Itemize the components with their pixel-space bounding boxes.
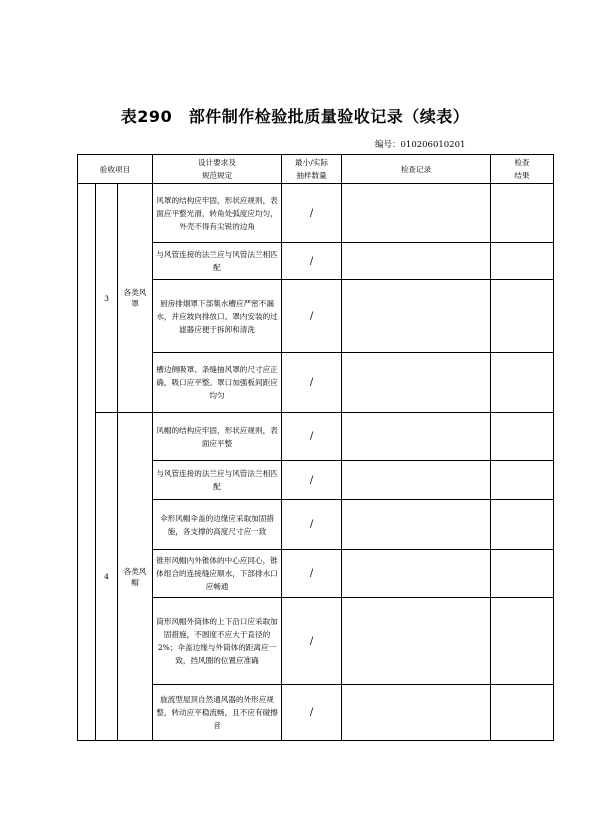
sample-count: / bbox=[282, 550, 342, 598]
page-title: 表290 部件制作检验批质量验收记录（续表） bbox=[120, 107, 470, 126]
record-cell[interactable] bbox=[342, 598, 491, 685]
record-cell[interactable] bbox=[342, 550, 491, 598]
record-cell[interactable] bbox=[342, 500, 491, 550]
table-row bbox=[78, 184, 554, 243]
item-number: 4 bbox=[96, 413, 118, 741]
sample-count: / bbox=[282, 500, 342, 550]
item-number: 3 bbox=[96, 184, 118, 413]
record-cell[interactable] bbox=[342, 243, 491, 280]
result-cell[interactable] bbox=[491, 598, 554, 685]
requirement-text: 与风管连接的法兰应与风管法兰相匹配 bbox=[153, 243, 282, 280]
result-cell[interactable] bbox=[491, 685, 554, 741]
header-count: 最小/实际 抽样数量 bbox=[282, 155, 342, 184]
header-item: 验收项目 bbox=[78, 155, 153, 184]
result-cell[interactable] bbox=[491, 353, 554, 413]
sample-count: / bbox=[282, 461, 342, 500]
sample-count: / bbox=[282, 280, 342, 353]
table-header-row bbox=[78, 155, 554, 184]
inspection-table bbox=[77, 154, 554, 741]
sample-count: / bbox=[282, 243, 342, 280]
sample-count: / bbox=[282, 353, 342, 413]
record-cell[interactable] bbox=[342, 461, 491, 500]
sample-count: / bbox=[282, 598, 342, 685]
document-code: 编号：010206010201 bbox=[375, 140, 466, 150]
result-cell[interactable] bbox=[491, 243, 554, 280]
header-result: 检查 结果 bbox=[491, 155, 554, 184]
result-cell[interactable] bbox=[491, 500, 554, 550]
result-cell[interactable] bbox=[491, 280, 554, 353]
requirement-text: 槽边侧吸罩、条缝抽风罩的尺寸应正确，吸口应平整。罩口加强板间距应均匀 bbox=[153, 353, 282, 413]
requirement-text: 与风管连接的法兰应与风管法兰相匹配 bbox=[153, 461, 282, 500]
table-row bbox=[78, 413, 554, 461]
requirement-text: 风帽的结构应牢固，形状应规则，表面应平整 bbox=[153, 413, 282, 461]
sample-count: / bbox=[282, 413, 342, 461]
result-cell[interactable] bbox=[491, 461, 554, 500]
requirement-text: 锥形风帽内外锥体的中心应同心，锥体组合的连接缝应顺水，下部排水口应畅通 bbox=[153, 550, 282, 598]
header-req: 设计要求及 规范规定 bbox=[153, 155, 282, 184]
result-cell[interactable] bbox=[491, 184, 554, 243]
record-cell[interactable] bbox=[342, 413, 491, 461]
outer-left-cell bbox=[78, 184, 96, 741]
header-record: 检查记录 bbox=[342, 155, 491, 184]
sample-count: / bbox=[282, 184, 342, 243]
record-cell[interactable] bbox=[342, 280, 491, 353]
requirement-text: 厨房排烟罩下部集水槽应严密不漏水，并应坡向排放口。罩内安装的过滤器应便于拆卸和清洗 bbox=[153, 280, 282, 353]
requirement-text: 伞形风帽伞盖的边缘应采取加固措施，各支撑的高度尺寸应一致 bbox=[153, 500, 282, 550]
requirement-text: 旋流型屋顶自然通风器的外形应规整，转动应平稳流畅，且不应有碰擦音 bbox=[153, 685, 282, 741]
sample-count: / bbox=[282, 685, 342, 741]
item-category: 各类风 罩 bbox=[118, 184, 153, 413]
requirement-text: 风罩的结构应牢固，形状应规则，表面应平整光滑，转角处弧度应均匀，外壳不得有尖锐的边角 bbox=[153, 184, 282, 243]
result-cell[interactable] bbox=[491, 413, 554, 461]
item-category: 各类风 帽 bbox=[118, 413, 153, 741]
record-cell[interactable] bbox=[342, 685, 491, 741]
record-cell[interactable] bbox=[342, 353, 491, 413]
result-cell[interactable] bbox=[491, 550, 554, 598]
requirement-text: 筒形风帽外筒体的上下沿口应采取加固措施，不圆度不应大于直径的2%；伞盖边缘与外筒体的距离应一致，挡风圈的位置应准确 bbox=[153, 598, 282, 685]
record-cell[interactable] bbox=[342, 184, 491, 243]
